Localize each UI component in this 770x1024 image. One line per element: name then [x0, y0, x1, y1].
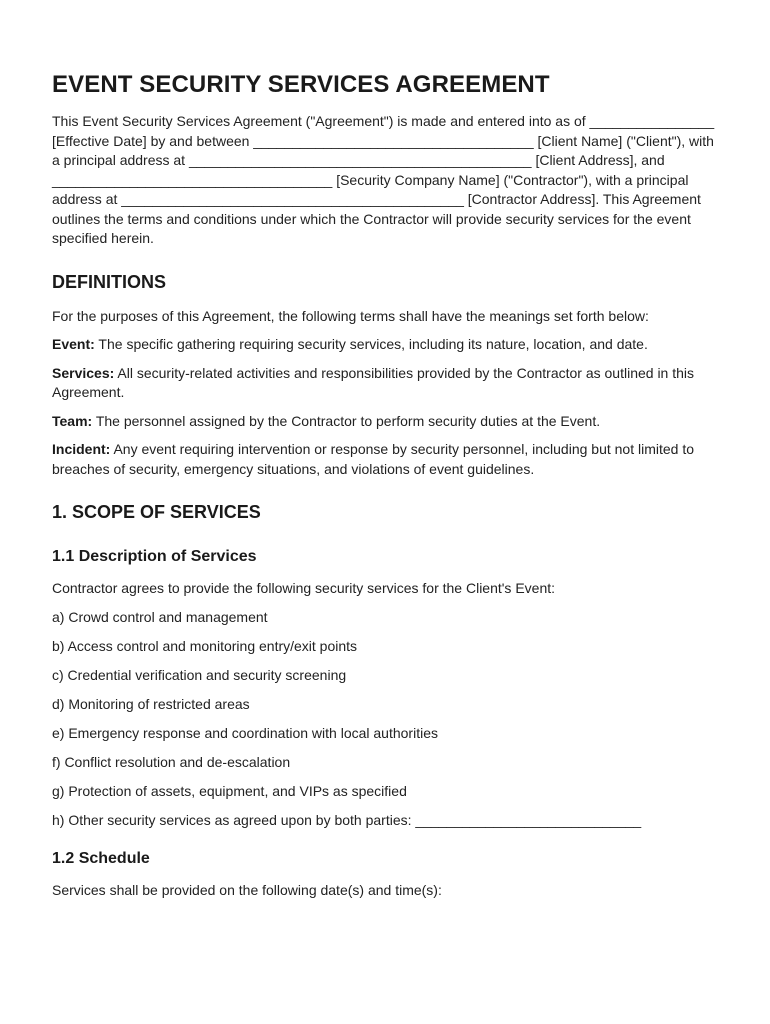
- description-heading: 1.1 Description of Services: [52, 548, 257, 565]
- document-page: [52, 70, 724, 900]
- service-item: e) Emergency response and coordination with local authorities: [52, 725, 438, 741]
- intro-paragraph: This Event Security Services Agreement ("Agreement") is made and entered into as of ________________ [Effective Date] by and between ____________________________________ [Client Name] ("Client"), with a principal address at ____________________________________________ [Client Address], and ____________________________________ [Security Company Name] ("Contractor"), with a principal address at ____________________________________________ [Contractor Address]. This Agreement outlines the terms and conditions under which the Contractor will provide security services for the event specified herein.: [52, 113, 715, 246]
- definition-term: Team:: [52, 412, 93, 429]
- service-item: d) Monitoring of restricted areas: [52, 696, 250, 712]
- definition-text: All security-related activities and responsibilities provided by the Contractor as outlined in this Agreement.: [52, 364, 695, 400]
- definition-event: [52, 335, 724, 355]
- definition-text: The personnel assigned by the Contractor to perform security duties at the Event.: [92, 412, 601, 429]
- definition-term: Services:: [52, 364, 115, 381]
- service-item: b) Access control and monitoring entry/exit points: [52, 638, 358, 654]
- description-lead: Contractor agrees to provide the following security services for the Client's Event:: [52, 580, 556, 596]
- scope-heading: 1. SCOPE OF SERVICES: [52, 502, 261, 522]
- document-title: EVENT SECURITY SERVICES AGREEMENT: [52, 71, 550, 98]
- definition-term: Incident:: [52, 441, 111, 457]
- definition-term: Event:: [52, 336, 95, 352]
- definitions-heading: DEFINITIONS: [52, 271, 167, 292]
- definitions-lead: For the purposes of this Agreement, the following terms shall have the meanings set forth below:: [52, 307, 649, 324]
- service-item: h) Other security services as agreed upon by both parties: _____________________________: [52, 812, 642, 828]
- definition-text: Any event requiring intervention or response by security personnel, including but not limited to breaches of security, emergency situations, and violations of event guidelines.: [52, 441, 695, 477]
- definition-text: The specific gathering requiring security services, including its nature, location, and date.: [94, 336, 648, 352]
- definition-incident: [52, 440, 724, 479]
- schedule-heading: 1.2 Schedule: [52, 849, 150, 867]
- schedule-lead: Services shall be provided on the following date(s) and time(s):: [52, 881, 442, 898]
- service-item: c) Credential verification and security screening: [52, 667, 347, 683]
- service-item: f) Conflict resolution and de-escalation: [52, 754, 291, 770]
- definition-services: [52, 364, 724, 403]
- service-item: a) Crowd control and management: [52, 609, 268, 625]
- service-item: g) Protection of assets, equipment, and VIPs as specified: [52, 783, 407, 799]
- definition-team: [52, 412, 724, 432]
